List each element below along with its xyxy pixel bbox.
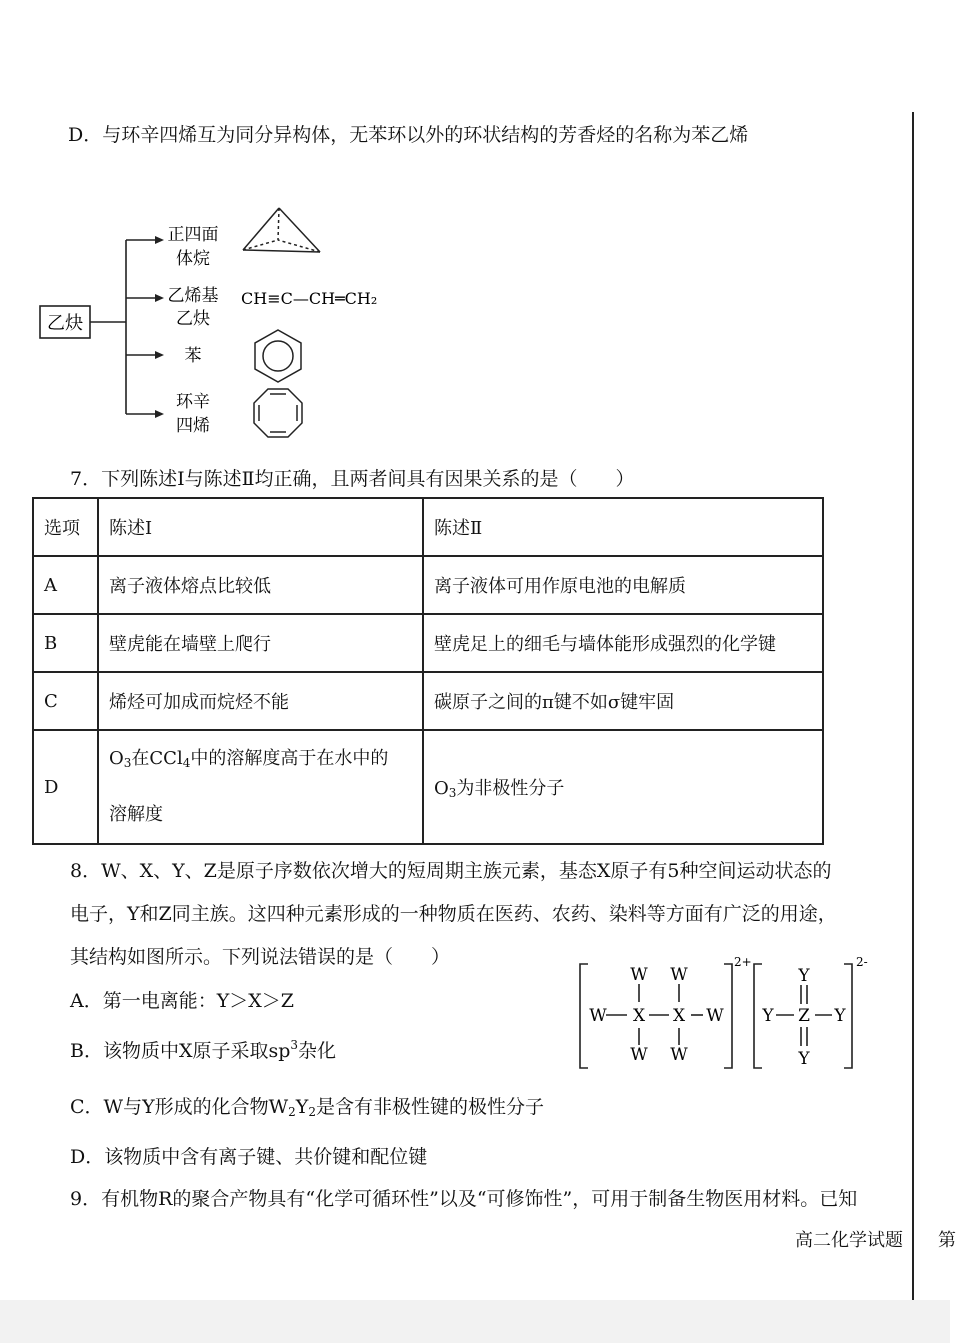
atom-w: W	[630, 1045, 648, 1065]
atom-w: W	[706, 1006, 724, 1026]
header-statement-1: 陈述Ⅰ	[98, 498, 423, 556]
q8-option-c: C．W与Y形成的化合物$W_2Y_2$是含有非极性键的极性分子	[70, 1096, 544, 1119]
atom-x: X	[672, 1006, 686, 1026]
row-statement-2: 壁虎足上的细毛与墙体能形成强烈的化学键	[423, 614, 823, 672]
footer-subject: 高二化学试题	[795, 1230, 903, 1251]
row-statement-2: 离子液体可用作原电池的电解质	[423, 556, 823, 614]
atom-y: Y	[798, 1049, 810, 1069]
atom-y: Y	[834, 1006, 846, 1026]
row-statement-1: 离子液体熔点比较低	[98, 556, 423, 614]
branch-label-tetrahedrane-2: 体烷	[176, 249, 210, 269]
q8-line-2: 电子，Y和Z同主族。这四种元素形成的一种物质在医药、农药、染料等方面有广泛的用途，	[70, 903, 837, 925]
row-statement-1: 烯烃可加成而烷烃不能	[98, 672, 423, 730]
q8-line-3: 其结构如图所示。下列说法错误的是（ ）	[70, 946, 451, 968]
atom-z: Z	[798, 1006, 810, 1026]
branch-label-cyclooctatetraene-2: 四烯	[176, 416, 210, 436]
table-row	[33, 614, 823, 672]
tetrahedrane-structure	[243, 208, 320, 252]
table-header-row	[33, 498, 823, 556]
benzene-structure	[255, 330, 301, 382]
q8-option-d: D．该物质中含有离子键、共价键和配位键	[70, 1146, 428, 1168]
branch-label-benzene: 苯	[184, 346, 202, 366]
atom-w: W	[670, 1045, 688, 1065]
diagram-source: 乙炔	[47, 313, 83, 334]
q7-table	[32, 497, 824, 845]
row-option: D	[33, 730, 98, 844]
branch-arrow-3	[126, 351, 164, 359]
acetylene-reaction-diagram	[38, 198, 418, 448]
q8-option-b: B．该物质中X原子采取$sp^3$杂化	[70, 1038, 337, 1062]
branch-label-vinylacetylene-1: 乙烯基	[167, 286, 219, 306]
atom-w: W	[670, 965, 688, 985]
footer-page: 第	[938, 1230, 956, 1251]
cation-charge: 2+	[734, 955, 752, 969]
row-option: A	[33, 556, 98, 614]
scan-bottom-band	[0, 1300, 950, 1343]
row-statement-1: 壁虎能在墙壁上爬行	[98, 614, 423, 672]
row-option: C	[33, 672, 98, 730]
branch-label-vinylacetylene-2: 乙炔	[176, 309, 210, 329]
atom-y: Y	[798, 966, 810, 986]
vinylacetylene-formula: CH≡C—CH═CH₂	[241, 289, 378, 308]
branch-arrow-4	[126, 410, 164, 418]
branch-label-cyclooctatetraene-1: 环辛	[176, 392, 210, 412]
table-row	[33, 730, 823, 844]
atom-w: W	[630, 965, 648, 985]
branch-label-tetrahedrane-1: 正四面	[167, 225, 219, 245]
cyclooctatetraene-structure	[254, 389, 302, 437]
row-option: B	[33, 614, 98, 672]
row-statement-2: $O_3$为非极性分子	[423, 730, 823, 844]
q8-line-1: 8．W、X、Y、Z是原子序数依次增大的短周期主族元素，基态X原子有5种空间运动状态的	[70, 860, 832, 882]
header-option: 选项	[33, 498, 98, 556]
header-statement-2: 陈述Ⅱ	[423, 498, 823, 556]
atom-w: W	[589, 1006, 607, 1026]
page-margin-line	[912, 112, 914, 1302]
q6-option-d: D．与环辛四烯互为同分异构体，无苯环以外的环状结构的芳香烃的名称为苯乙烯	[68, 124, 749, 146]
atom-x: X	[632, 1006, 646, 1026]
table-row	[33, 672, 823, 730]
q9-line-1: 9．有机物R的聚合产物具有“化学可循环性”以及“可修饰性”，可用于制备生物医用材料。已知	[70, 1188, 858, 1210]
anion-charge: 2-	[856, 955, 868, 969]
row-statement-1: $O_3$在CCl$_4$中的溶解度高于在水中的 溶解度	[98, 730, 423, 844]
row-statement-2: 碳原子之间的π键不如σ键牢固	[423, 672, 823, 730]
branch-arrow-2	[126, 294, 164, 302]
atom-y: Y	[762, 1006, 774, 1026]
q8-salt-structure	[572, 952, 872, 1074]
table-row	[33, 556, 823, 614]
branch-arrow-1	[126, 236, 164, 244]
q7-stem: 7．下列陈述Ⅰ与陈述Ⅱ均正确，且两者间具有因果关系的是（ ）	[70, 468, 635, 490]
q8-option-a: A．第一电离能：Y＞X＞Z	[70, 990, 294, 1012]
